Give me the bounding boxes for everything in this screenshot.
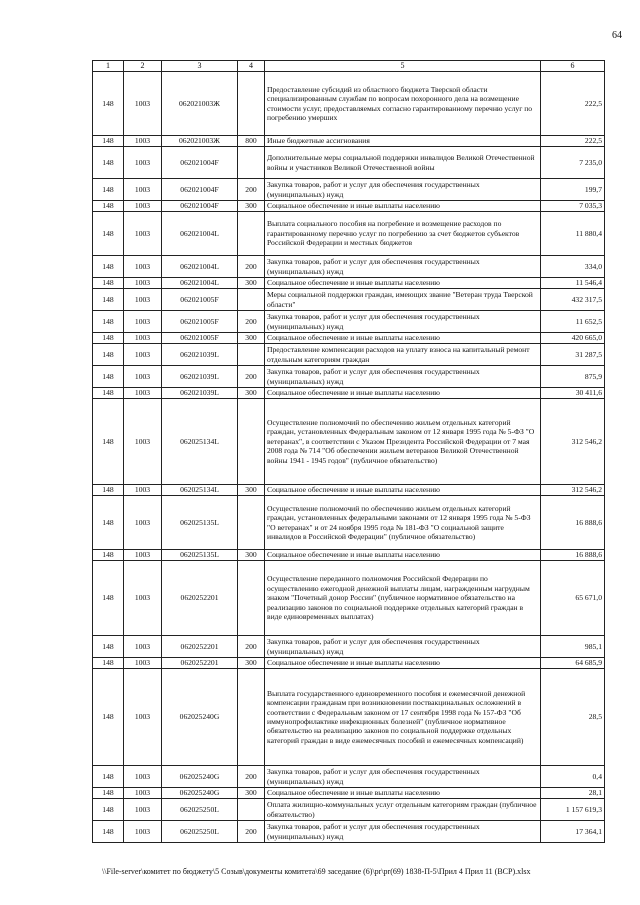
expense-type-cell: 300 — [238, 278, 265, 289]
table-row — [93, 147, 605, 179]
code-admin-cell: 148 — [93, 72, 124, 136]
target-article-cell: 062025134L — [162, 399, 238, 485]
expense-type-cell: 200 — [238, 256, 265, 278]
expense-type-cell — [238, 669, 265, 766]
section-cell: 1003 — [124, 788, 162, 799]
code-admin-cell: 148 — [93, 788, 124, 799]
amount-cell: 334,0 — [541, 256, 605, 278]
description-cell: Закупка товаров, работ и услуг для обеспечения государственных (муниципальных) нужд — [265, 311, 541, 333]
description-cell: Закупка товаров, работ и услуг для обеспечения государственных (муниципальных) нужд — [265, 636, 541, 658]
target-article-cell: 062025134L — [162, 485, 238, 496]
table-row — [93, 366, 605, 388]
file-path-footer: \\File-server\комитет по бюджету\5 Созыв\документы комитета\69 заседание (6)\pr\pr(69) 1838-П-5\Прил 4 Прил 11 (ВСР).xlsx — [102, 867, 531, 876]
amount-cell: 222,5 — [541, 72, 605, 136]
section-cell: 1003 — [124, 136, 162, 147]
table-row — [93, 278, 605, 289]
table-row — [93, 636, 605, 658]
code-admin-cell: 148 — [93, 366, 124, 388]
table-row — [93, 496, 605, 550]
expense-type-cell — [238, 344, 265, 366]
table-row — [93, 256, 605, 278]
table-row — [93, 561, 605, 636]
description-cell: Предоставление субсидий из областного бюджета Тверской области специализированным службам по вопросам похоронного дела на возмещение стоимости услуг, предоставляемых согласно гарантированному перечню услуг по погребению умерших — [265, 72, 541, 136]
expense-type-cell — [238, 399, 265, 485]
code-admin-cell: 148 — [93, 636, 124, 658]
code-admin-cell: 148 — [93, 136, 124, 147]
amount-cell: 16 888,6 — [541, 496, 605, 550]
description-cell: Дополнительные меры социальной поддержки инвалидов Великой Отечественной войны и участников Великой Отечественной войны — [265, 147, 541, 179]
amount-cell: 985,1 — [541, 636, 605, 658]
amount-cell: 420 665,0 — [541, 333, 605, 344]
description-cell: Осуществление полномочий по обеспечению жильем отдельных категорий граждан, установленных Федеральным законом от 12 января 1995 года № 5-ФЗ "О ветеранах", в соответствии с Указом Президента Российской Федерации от 7 мая 2008 года № 714 "Об обеспечении жильем ветеранов Великой Отечественной войны 1941 - 1945 годов" (публичное обязательство) — [265, 399, 541, 485]
expense-type-cell: 300 — [238, 201, 265, 212]
section-cell: 1003 — [124, 212, 162, 256]
expense-type-cell — [238, 496, 265, 550]
section-cell: 1003 — [124, 561, 162, 636]
description-cell: Социальное обеспечение и иные выплаты населению — [265, 201, 541, 212]
code-admin-cell: 148 — [93, 561, 124, 636]
amount-cell: 312 546,2 — [541, 399, 605, 485]
amount-cell: 28,5 — [541, 669, 605, 766]
table-row — [93, 201, 605, 212]
amount-cell: 11 880,4 — [541, 212, 605, 256]
table-row — [93, 388, 605, 399]
section-cell: 1003 — [124, 669, 162, 766]
target-article-cell: 062021003Ж — [162, 72, 238, 136]
expense-type-cell: 200 — [238, 179, 265, 201]
amount-cell: 65 671,0 — [541, 561, 605, 636]
target-article-cell: 062021005F — [162, 289, 238, 311]
section-cell: 1003 — [124, 179, 162, 201]
code-admin-cell: 148 — [93, 821, 124, 843]
table-row — [93, 136, 605, 147]
target-article-cell: 062021004L — [162, 256, 238, 278]
section-cell: 1003 — [124, 658, 162, 669]
target-article-cell: 062021003Ж — [162, 136, 238, 147]
description-cell: Оплата жилищно-коммунальных услуг отдельным категориям граждан (публичное обязательство) — [265, 799, 541, 821]
expense-type-cell — [238, 147, 265, 179]
target-article-cell: 062025135L — [162, 496, 238, 550]
expense-type-cell: 300 — [238, 485, 265, 496]
target-article-cell: 062025250L — [162, 799, 238, 821]
target-article-cell: 062021004L — [162, 278, 238, 289]
section-cell: 1003 — [124, 821, 162, 843]
table-row — [93, 669, 605, 766]
amount-cell: 28,1 — [541, 788, 605, 799]
target-article-cell: 062021005F — [162, 333, 238, 344]
target-article-cell: 062021039L — [162, 366, 238, 388]
table-row — [93, 799, 605, 821]
description-cell: Социальное обеспечение и иные выплаты населению — [265, 788, 541, 799]
code-admin-cell: 148 — [93, 388, 124, 399]
target-article-cell: 062021004F — [162, 179, 238, 201]
table-row — [93, 344, 605, 366]
code-admin-cell: 148 — [93, 289, 124, 311]
target-article-cell: 0620252201 — [162, 561, 238, 636]
code-admin-cell: 148 — [93, 256, 124, 278]
expense-type-cell: 300 — [238, 388, 265, 399]
code-admin-cell: 148 — [93, 344, 124, 366]
table-row — [93, 72, 605, 136]
section-cell: 1003 — [124, 496, 162, 550]
column-header: 5 — [265, 61, 541, 72]
table-row — [93, 485, 605, 496]
description-cell: Меры социальной поддержки граждан, имеющих звание "Ветеран труда Тверской области" — [265, 289, 541, 311]
description-cell: Предоставление компенсации расходов на уплату взноса на капитальный ремонт отдельным категориям граждан — [265, 344, 541, 366]
amount-cell: 11 652,5 — [541, 311, 605, 333]
code-admin-cell: 148 — [93, 278, 124, 289]
table-row — [93, 212, 605, 256]
description-cell: Социальное обеспечение и иные выплаты населению — [265, 485, 541, 496]
column-header: 3 — [162, 61, 238, 72]
page-number: 64 — [612, 30, 622, 41]
expense-type-cell — [238, 799, 265, 821]
table-row — [93, 311, 605, 333]
section-cell: 1003 — [124, 550, 162, 561]
section-cell: 1003 — [124, 766, 162, 788]
amount-cell: 222,5 — [541, 136, 605, 147]
code-admin-cell: 148 — [93, 212, 124, 256]
description-cell: Осуществление переданного полномочия Российской Федерации по осуществлению ежегодной денежной выплаты лицам, награжденным нагрудным знаком "Почетный донор России" (публичное нормативное обязательство на реализацию законов по социальной поддержке отдельных категорий граждан в виде единовременных выплатах) — [265, 561, 541, 636]
expense-type-cell: 200 — [238, 636, 265, 658]
amount-cell: 11 546,4 — [541, 278, 605, 289]
target-article-cell: 062025240G — [162, 669, 238, 766]
amount-cell: 875,9 — [541, 366, 605, 388]
section-cell: 1003 — [124, 636, 162, 658]
amount-cell: 7 035,3 — [541, 201, 605, 212]
description-cell: Социальное обеспечение и иные выплаты населению — [265, 333, 541, 344]
description-cell: Закупка товаров, работ и услуг для обеспечения государственных (муниципальных) нужд — [265, 179, 541, 201]
section-cell: 1003 — [124, 333, 162, 344]
description-cell: Социальное обеспечение и иные выплаты населению — [265, 388, 541, 399]
section-cell: 1003 — [124, 147, 162, 179]
table-row — [93, 550, 605, 561]
description-cell: Закупка товаров, работ и услуг для обеспечения государственных (муниципальных) нужд — [265, 256, 541, 278]
amount-cell: 17 364,1 — [541, 821, 605, 843]
target-article-cell: 062025240G — [162, 788, 238, 799]
description-cell: Иные бюджетные ассигнования — [265, 136, 541, 147]
amount-cell: 64 685,9 — [541, 658, 605, 669]
expense-type-cell: 200 — [238, 366, 265, 388]
section-cell: 1003 — [124, 256, 162, 278]
column-header: 1 — [93, 61, 124, 72]
code-admin-cell: 148 — [93, 147, 124, 179]
description-cell: Закупка товаров, работ и услуг для обеспечения государственных (муниципальных) нужд — [265, 766, 541, 788]
target-article-cell: 062021039L — [162, 388, 238, 399]
section-cell: 1003 — [124, 388, 162, 399]
section-cell: 1003 — [124, 311, 162, 333]
target-article-cell: 062025250L — [162, 821, 238, 843]
amount-cell: 1 157 619,3 — [541, 799, 605, 821]
section-cell: 1003 — [124, 289, 162, 311]
section-cell: 1003 — [124, 399, 162, 485]
expense-type-cell — [238, 289, 265, 311]
table-row — [93, 821, 605, 843]
code-admin-cell: 148 — [93, 485, 124, 496]
expense-type-cell: 300 — [238, 788, 265, 799]
expense-type-cell: 300 — [238, 550, 265, 561]
amount-cell: 7 235,0 — [541, 147, 605, 179]
target-article-cell: 062021039L — [162, 344, 238, 366]
amount-cell: 31 287,5 — [541, 344, 605, 366]
description-cell: Закупка товаров, работ и услуг для обеспечения государственных (муниципальных) нужд — [265, 366, 541, 388]
description-cell: Выплата государственного единовременного пособия и ежемесячной денежной компенсации гражданам при возникновении поствакцинальных осложнений в соответствии с Федеральным законом от 17 сентября 1998 года № 157-ФЗ "Об иммунопрофилактике инфекционных болезней" (публичное нормативное обязательство на реализацию законов по социальной поддержке отдельных категорий граждан в виде ежемесячных пособий и ежемесячных компенсаций) — [265, 669, 541, 766]
description-cell: Социальное обеспечение и иные выплаты населению — [265, 278, 541, 289]
expense-type-cell: 300 — [238, 658, 265, 669]
section-cell: 1003 — [124, 344, 162, 366]
code-admin-cell: 148 — [93, 550, 124, 561]
column-header: 6 — [541, 61, 605, 72]
expense-type-cell — [238, 212, 265, 256]
column-header: 4 — [238, 61, 265, 72]
code-admin-cell: 148 — [93, 399, 124, 485]
target-article-cell: 0620252201 — [162, 658, 238, 669]
code-admin-cell: 148 — [93, 333, 124, 344]
table-row — [93, 179, 605, 201]
expense-type-cell: 200 — [238, 821, 265, 843]
table-row — [93, 658, 605, 669]
expense-type-cell: 800 — [238, 136, 265, 147]
description-cell: Выплата социального пособия на погребение и возмещение расходов по гарантированному перечню услуг по погребению за счет бюджетов субъектов Российской Федерации и местных бюджетов — [265, 212, 541, 256]
code-admin-cell: 148 — [93, 311, 124, 333]
code-admin-cell: 148 — [93, 201, 124, 212]
target-article-cell: 062021004F — [162, 201, 238, 212]
section-cell: 1003 — [124, 485, 162, 496]
expense-type-cell — [238, 561, 265, 636]
target-article-cell: 062025135L — [162, 550, 238, 561]
code-admin-cell: 148 — [93, 658, 124, 669]
section-cell: 1003 — [124, 278, 162, 289]
expense-type-cell: 300 — [238, 333, 265, 344]
amount-cell: 312 546,2 — [541, 485, 605, 496]
table-row — [93, 289, 605, 311]
column-header: 2 — [124, 61, 162, 72]
expense-type-cell: 200 — [238, 766, 265, 788]
section-cell: 1003 — [124, 72, 162, 136]
target-article-cell: 062025240G — [162, 766, 238, 788]
amount-cell: 16 888,6 — [541, 550, 605, 561]
table-row — [93, 399, 605, 485]
code-admin-cell: 148 — [93, 496, 124, 550]
expense-type-cell — [238, 72, 265, 136]
target-article-cell: 062021004L — [162, 212, 238, 256]
description-cell: Осуществление полномочий по обеспечению жильем отдельных категорий граждан, установленных федеральными законами от 12 января 1995 года № 5-ФЗ "О ветеранах" и от 24 ноября 1995 года № 181-ФЗ "О социальной защите инвалидов в Российской Федерации" (публичное обязательство) — [265, 496, 541, 550]
amount-cell: 432 317,5 — [541, 289, 605, 311]
target-article-cell: 062021005F — [162, 311, 238, 333]
target-article-cell: 062021004F — [162, 147, 238, 179]
description-cell: Социальное обеспечение и иные выплаты населению — [265, 550, 541, 561]
amount-cell: 0,4 — [541, 766, 605, 788]
section-cell: 1003 — [124, 366, 162, 388]
description-cell: Социальное обеспечение и иные выплаты населению — [265, 658, 541, 669]
amount-cell: 199,7 — [541, 179, 605, 201]
description-cell: Закупка товаров, работ и услуг для обеспечения государственных (муниципальных) нужд — [265, 821, 541, 843]
target-article-cell: 0620252201 — [162, 636, 238, 658]
table-row — [93, 788, 605, 799]
table-row — [93, 333, 605, 344]
code-admin-cell: 148 — [93, 669, 124, 766]
table-header-row — [93, 61, 605, 72]
section-cell: 1003 — [124, 799, 162, 821]
expense-type-cell: 200 — [238, 311, 265, 333]
amount-cell: 30 411,6 — [541, 388, 605, 399]
budget-table — [92, 60, 605, 843]
table-row — [93, 766, 605, 788]
code-admin-cell: 148 — [93, 799, 124, 821]
code-admin-cell: 148 — [93, 179, 124, 201]
section-cell: 1003 — [124, 201, 162, 212]
code-admin-cell: 148 — [93, 766, 124, 788]
